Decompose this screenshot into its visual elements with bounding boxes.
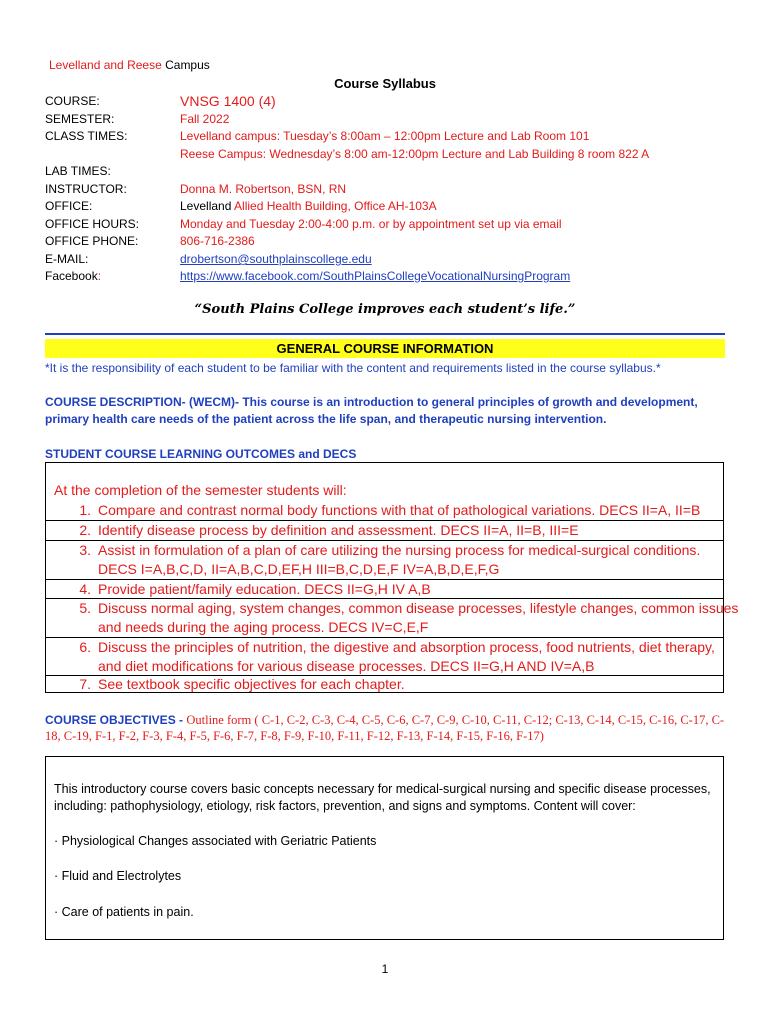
objectives-outline: Outline form ( C-1, C-2, C-3, C-4, C-5, C-6, C-7, C-9, C-10, C-11, C-12; C-13, C-14, C-15, C-16, C-17, C- bbox=[186, 713, 725, 727]
outcome-text: See textbook specific objectives for each chapter. bbox=[98, 676, 405, 692]
course-value: VNSG 1400 (4) bbox=[180, 93, 276, 109]
document-title: Course Syllabus bbox=[334, 76, 436, 91]
office-building: Allied Health Building, Office AH-103A bbox=[234, 199, 437, 213]
college-motto: “South Plains College improves each student’s life.” bbox=[194, 302, 576, 317]
outcome-text: Compare and contrast normal body functions with that of pathological variations. DECS II=A, II=B bbox=[98, 502, 701, 518]
content-bullet: · Care of patients in pain. bbox=[54, 905, 194, 919]
outcome-number: 2. bbox=[79, 522, 91, 538]
outcome-text-continued: and diet modifications for various disease processes. DECS II=G,H AND IV=A,B bbox=[98, 658, 595, 674]
outcome-text-continued: and needs during the aging process. DECS IV=C,E,F bbox=[98, 619, 429, 635]
outcomes-box bbox=[45, 462, 739, 693]
semester-value: Fall 2022 bbox=[180, 112, 230, 126]
office-phone-label: OFFICE PHONE: bbox=[45, 234, 139, 248]
office-campus: Levelland bbox=[180, 199, 235, 213]
outcome-number: 5. bbox=[79, 600, 91, 616]
content-paragraph-line-1: This introductory course covers basic concepts necessary for medical-surgical nursing and specific disease processes, bbox=[54, 782, 711, 796]
semester-label: SEMESTER: bbox=[45, 112, 115, 126]
content-paragraph-line-2: including: pathophysiology, etiology, risk factors, prevention, and signs and symptoms. Content will cover: bbox=[54, 799, 636, 813]
instructor-label: INSTRUCTOR: bbox=[45, 182, 127, 196]
class-times-label: CLASS TIMES: bbox=[45, 129, 128, 143]
outcome-text-continued: DECS I=A,B,C,D, II=A,B,C,D,EF,H III=B,C,D,E,F IV=A,B,D,E,F,G bbox=[98, 561, 500, 577]
facebook-link[interactable]: https://www.facebook.com/SouthPlainsCollegeVocationalNursingProgram bbox=[180, 269, 571, 283]
instructor-value: Donna M. Robertson, BSN, RN bbox=[180, 182, 347, 196]
facebook-label bbox=[45, 268, 101, 285]
outcome-text: Discuss normal aging, system changes, common disease processes, lifestyle changes, common issues bbox=[98, 600, 739, 616]
lab-times-label: LAB TIMES: bbox=[45, 164, 111, 178]
outcome-number: 1. bbox=[79, 502, 91, 518]
outcomes-intro: At the completion of the semester students will: bbox=[54, 482, 347, 498]
campus-suffix: Campus bbox=[161, 58, 210, 72]
course-description-line-1: COURSE DESCRIPTION- (WECM)- This course is an introduction to general principles of growth and development, bbox=[45, 395, 698, 409]
objectives-line-2: 18, C-19, F-1, F-2, F-3, F-4, F-5, F-6, F-7, F-8, F-9, F-10, F-11, F-12, F-13, F-14, F-15, F-16, F-17) bbox=[45, 729, 544, 743]
campus-line bbox=[49, 58, 210, 72]
course-description-line-2: primary health care needs of the patient across the life span, and therapeutic nursing intervention. bbox=[45, 412, 607, 426]
email-label: E-MAIL: bbox=[45, 252, 89, 266]
campus-names: Levelland and Reese bbox=[49, 58, 162, 72]
general-info-heading: GENERAL COURSE INFORMATION bbox=[45, 339, 725, 358]
outcome-text: Identify disease process by definition and assessment. DECS II=A, II=B, III=E bbox=[98, 522, 579, 538]
outcome-number: 3. bbox=[79, 542, 91, 558]
content-bullet: · Fluid and Electrolytes bbox=[54, 869, 182, 883]
outcome-text: Discuss the principles of nutrition, the digestive and absorption process, food nutrients, diet therapy, bbox=[98, 639, 715, 655]
section-divider bbox=[45, 333, 725, 335]
outcomes-heading: STUDENT COURSE LEARNING OUTCOMES and DECS bbox=[45, 447, 357, 461]
office-hours-label: OFFICE HOURS: bbox=[45, 217, 140, 231]
facebook-colon: : bbox=[97, 269, 102, 283]
responsibility-note: *It is the responsibility of each student to be familiar with the content and requirements listed in the course syllabus.* bbox=[45, 361, 661, 375]
office-label: OFFICE: bbox=[45, 199, 93, 213]
outcome-number: 7. bbox=[79, 676, 91, 692]
office-value bbox=[180, 198, 437, 215]
office-phone-value: 806-716-2386 bbox=[180, 234, 255, 248]
email-link[interactable]: drobertson@southplainscollege.edu bbox=[180, 252, 372, 266]
office-hours-value: Monday and Tuesday 2:00-4:00 p.m. or by appointment set up via email bbox=[180, 217, 562, 231]
course-label: COURSE: bbox=[45, 94, 100, 108]
objectives-heading: COURSE OBJECTIVES - bbox=[45, 713, 187, 727]
outcome-text: Provide patient/family education. DECS II=G,H IV A,B bbox=[98, 581, 431, 597]
content-bullet: · Physiological Changes associated with Geriatric Patients bbox=[54, 834, 377, 848]
objectives-line-1 bbox=[45, 713, 724, 728]
facebook-label-text: Facebook bbox=[45, 269, 98, 283]
outcome-number: 4. bbox=[79, 581, 91, 597]
class-times-reese: Reese Campus: Wednesday’s 8:00 am-12:00pm Lecture and Lab Building 8 room 822 A bbox=[180, 147, 650, 161]
page-number: 1 bbox=[381, 962, 389, 976]
course-content-box bbox=[45, 756, 724, 940]
class-times-levelland: Levelland campus: Tuesday’s 8:00am – 12:00pm Lecture and Lab Room 101 bbox=[180, 129, 590, 143]
outcome-text: Assist in formulation of a plan of care utilizing the nursing process for medical-surgical conditions. bbox=[98, 542, 701, 558]
outcome-number: 6. bbox=[79, 639, 91, 655]
